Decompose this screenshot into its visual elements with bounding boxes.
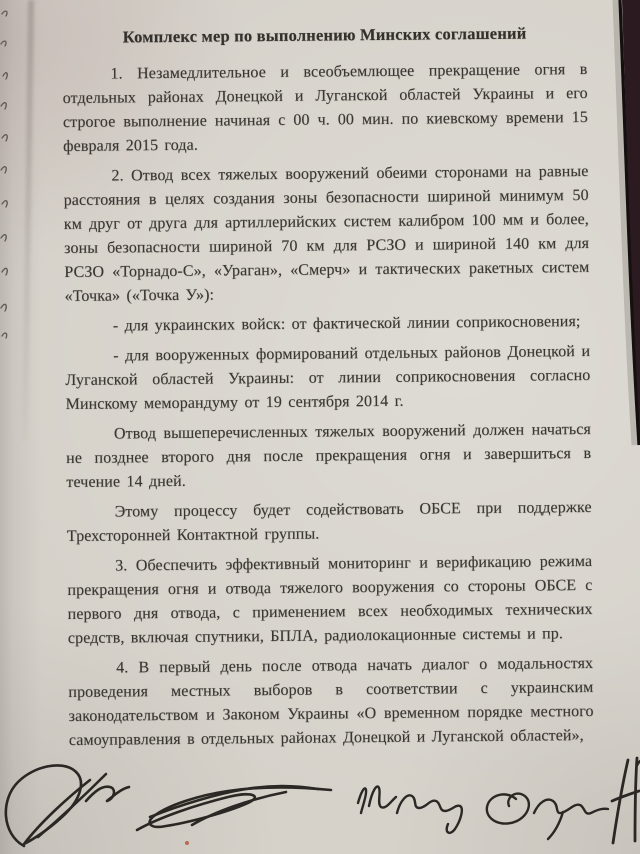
document-title: Комплекс мер по выполнению Минских соглашений	[122, 23, 527, 47]
paragraph-6: Этому процессу будет содействовать ОБСЕ при поддержке Трехсторонней Контактной группы.	[66, 498, 592, 545]
paragraph-3-bullet-ukrainian-troops: - для украинских войск: от фактической линии соприкосновения;	[112, 313, 581, 335]
paragraph-1: 1. Незамедлительное и всеобъемлющее прекращение огня в отдельных районах Донецкой и Луганской областей Украины и его строгое выполнение начиная с 00 ч. 00 мин. по киевскому времени 15 февраля 2015 года.	[62, 60, 588, 155]
paragraph-2: 2. Отвод всех тяжелых вооружений обеими сторонами на равные расстояния в целях создания зоны безопасности шириной минимум 50 км друг от друга для артиллерийских систем калибром 100 мм и более, зоны безопасности шириной 70 км для РСЗО и шириной 140 км для РСЗО «Торнадо-С», «Ураган», «Смерч» и тактических ракетных систем «Точка» («Точка У»):	[63, 162, 590, 305]
paragraph-5: Отвод вышеперечисленных тяжелых вооружений должен начаться не позднее второго дня после прекращения огня и завершиться в течение 14 дней.	[66, 420, 592, 491]
handwritten-signature-2	[137, 786, 331, 830]
paragraph-4-bullet-armed-formations: - для вооруженных формирований отдельных районов Донецкой и Луганской областей Украины: от линии соприкосновения согласно Минскому меморандуму от 19 сентября 2014 г.	[65, 342, 591, 413]
paragraph-8: 4. В первый день после отвода начать диалог о модальностях проведения местных выборов в соответствии с украинским законодательством и Законом Украины «О временном порядке местного самоуправления в отдельных районах Донецкой и Луганской областей»,	[68, 654, 594, 749]
handwritten-signature-4	[487, 794, 608, 839]
handwritten-signature-5-partial	[612, 758, 640, 843]
document-text-block	[62, 23, 594, 759]
backdrop-behind-page	[622, 0, 640, 445]
page-edge-shadow	[617, 0, 636, 445]
handwritten-signature-3	[358, 787, 462, 833]
handwritten-signature-1	[6, 765, 129, 846]
ink-dot	[185, 841, 189, 845]
paper-crease	[22, 0, 34, 440]
page-edge-line	[620, 0, 639, 445]
paragraph-7: 3. Обеспечить эффективный мониторинг и верификацию режима прекращения огня и отвода тяжелого вооружения со стороны ОБСЕ с первого дня отвода, с применением всех необходимых технических средств, включая спутники, БПЛА, радиолокационные системы и пр.	[67, 552, 593, 647]
